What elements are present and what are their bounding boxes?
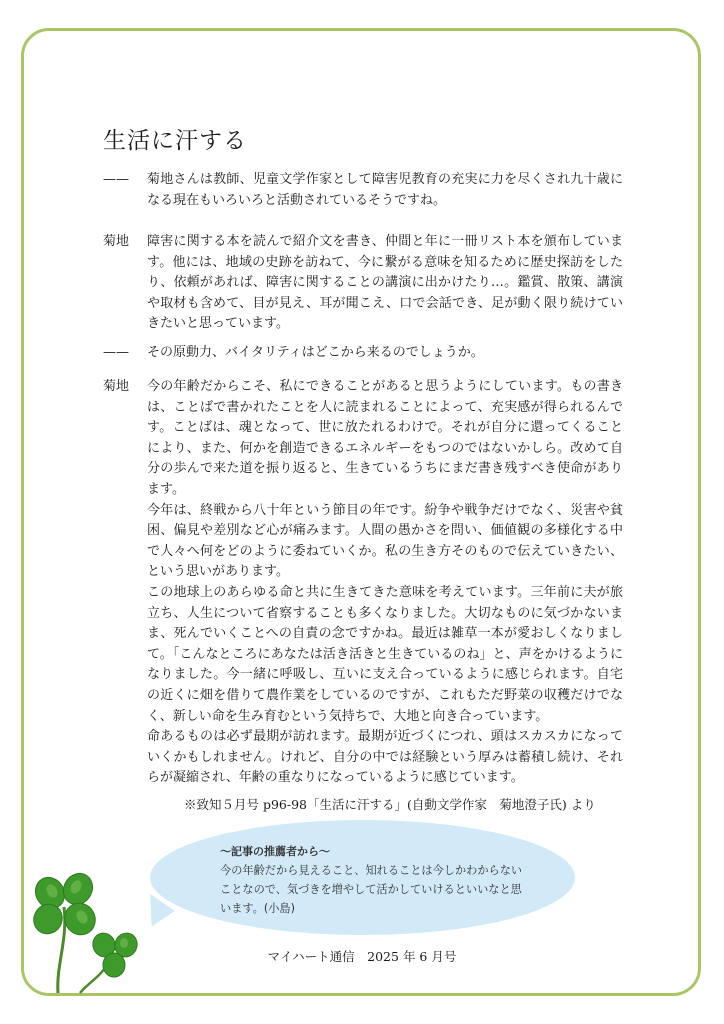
entry-paragraph: 今年は、終戦から八十年という節目の年です。紛争や戦争だけでなく、災害や貧困、偏見や差別など心が痛みます。人間の愚かさを問い、価値観の多様化する中で人々へ何をどのように委ねていくか。私の生き方そのもので伝えていきたい、という思いがあります。: [147, 502, 623, 580]
entry-paragraph: この地球上のあらゆる命と共に生きてきた意味を考えています。三年前に夫が旅立ち、人生について省察することも多くなりました。大切なものに気づかないまま、死んでいくことへの自責の念ですかね。最近は雑草一本が愛おしくなりまして。「こんなところにあなたは活き活きと生きているのね」と、声をかけるようになりました。今一緒に呼吸し、互いに支え合っているように感じられます。自宅の近くに畑を借りて農作業をしているのですが、これもただ野菜の収穫だけでなく、新しい命を生み育むという気持ちで、大地と向き合っています。: [147, 584, 623, 724]
speaker-label: 菊地: [103, 234, 130, 249]
entry-paragraph: 命あるものは必ず最期が訪れます。最期が近づくにつれ、頭はスカスカになっていくかもしれません。けれど、自分の中では経験という厚みは蓄積し続け、それらが凝縮され、年齢の重なりになっているように感じています。: [147, 729, 623, 786]
entry-paragraph: 今の年齢だからこそ、私にできることがあると思うようにしています。もの書きは、ことばで書かれたことを人に読まれることによって、充実感が得られるんです。ことばは、魂となって、世に放たれるわけで。それが自分に還ってくることにより、また、何かを創造できるエネルギーをもつのではないかしら。改めて自分の歩んで来た道を振り返ると、生きているうちにまだ書き残すべき使命があります。: [147, 379, 623, 497]
entry-paragraph: 障害に関する本を読んで紹介文を書き、仲間と年に一冊リスト本を頒布しています。他には、地域の史跡を訪ねて、今に繋がる意味を知るために歴史探訪をしたり、依頼があれば、障害に関することの講演に出かけたり…。鑑賞、散策、講演や取材も含めて、目が見え、耳が聞こえ、口で会話でき、足が動く限り続けていきたいと思っています。: [147, 234, 623, 332]
four-leaf-clover-icon: [28, 865, 143, 995]
article-title: 生活に汗する: [103, 128, 247, 154]
recommender-comment: 今の年齢だから見えること、知れることは今しかわからないことなので、気づきを増やして活かしていけるといいなと思います。(小島): [220, 864, 523, 915]
entry-kikuchi-1: [103, 232, 623, 335]
entry-paragraph: 菊地さんは教師、児童文学作家として障害児教育の充実に力を尽くされ九十歳になる現在もいろいろと活動されているそうですね。: [147, 172, 623, 208]
entry-interviewer-1: [103, 170, 623, 211]
speaker-label: 菊地: [103, 379, 130, 394]
entry-paragraph: その原動力、バイタリティはどこから来るのでしょうか。: [147, 345, 484, 360]
speaker-label: ——: [103, 172, 129, 187]
speaker-label: ——: [103, 345, 129, 360]
entry-kikuchi-2: [103, 377, 623, 789]
source-citation: ※致知５月号 p96-98「生活に汗する」(自動文学作家 菊地澄子氏) より: [184, 797, 596, 812]
recommender-heading: ～記事の推薦者から～: [220, 845, 330, 858]
entry-interviewer-2: [103, 343, 623, 364]
newsletter-footer: マイハート通信 2025 年 6 月号: [267, 949, 457, 964]
